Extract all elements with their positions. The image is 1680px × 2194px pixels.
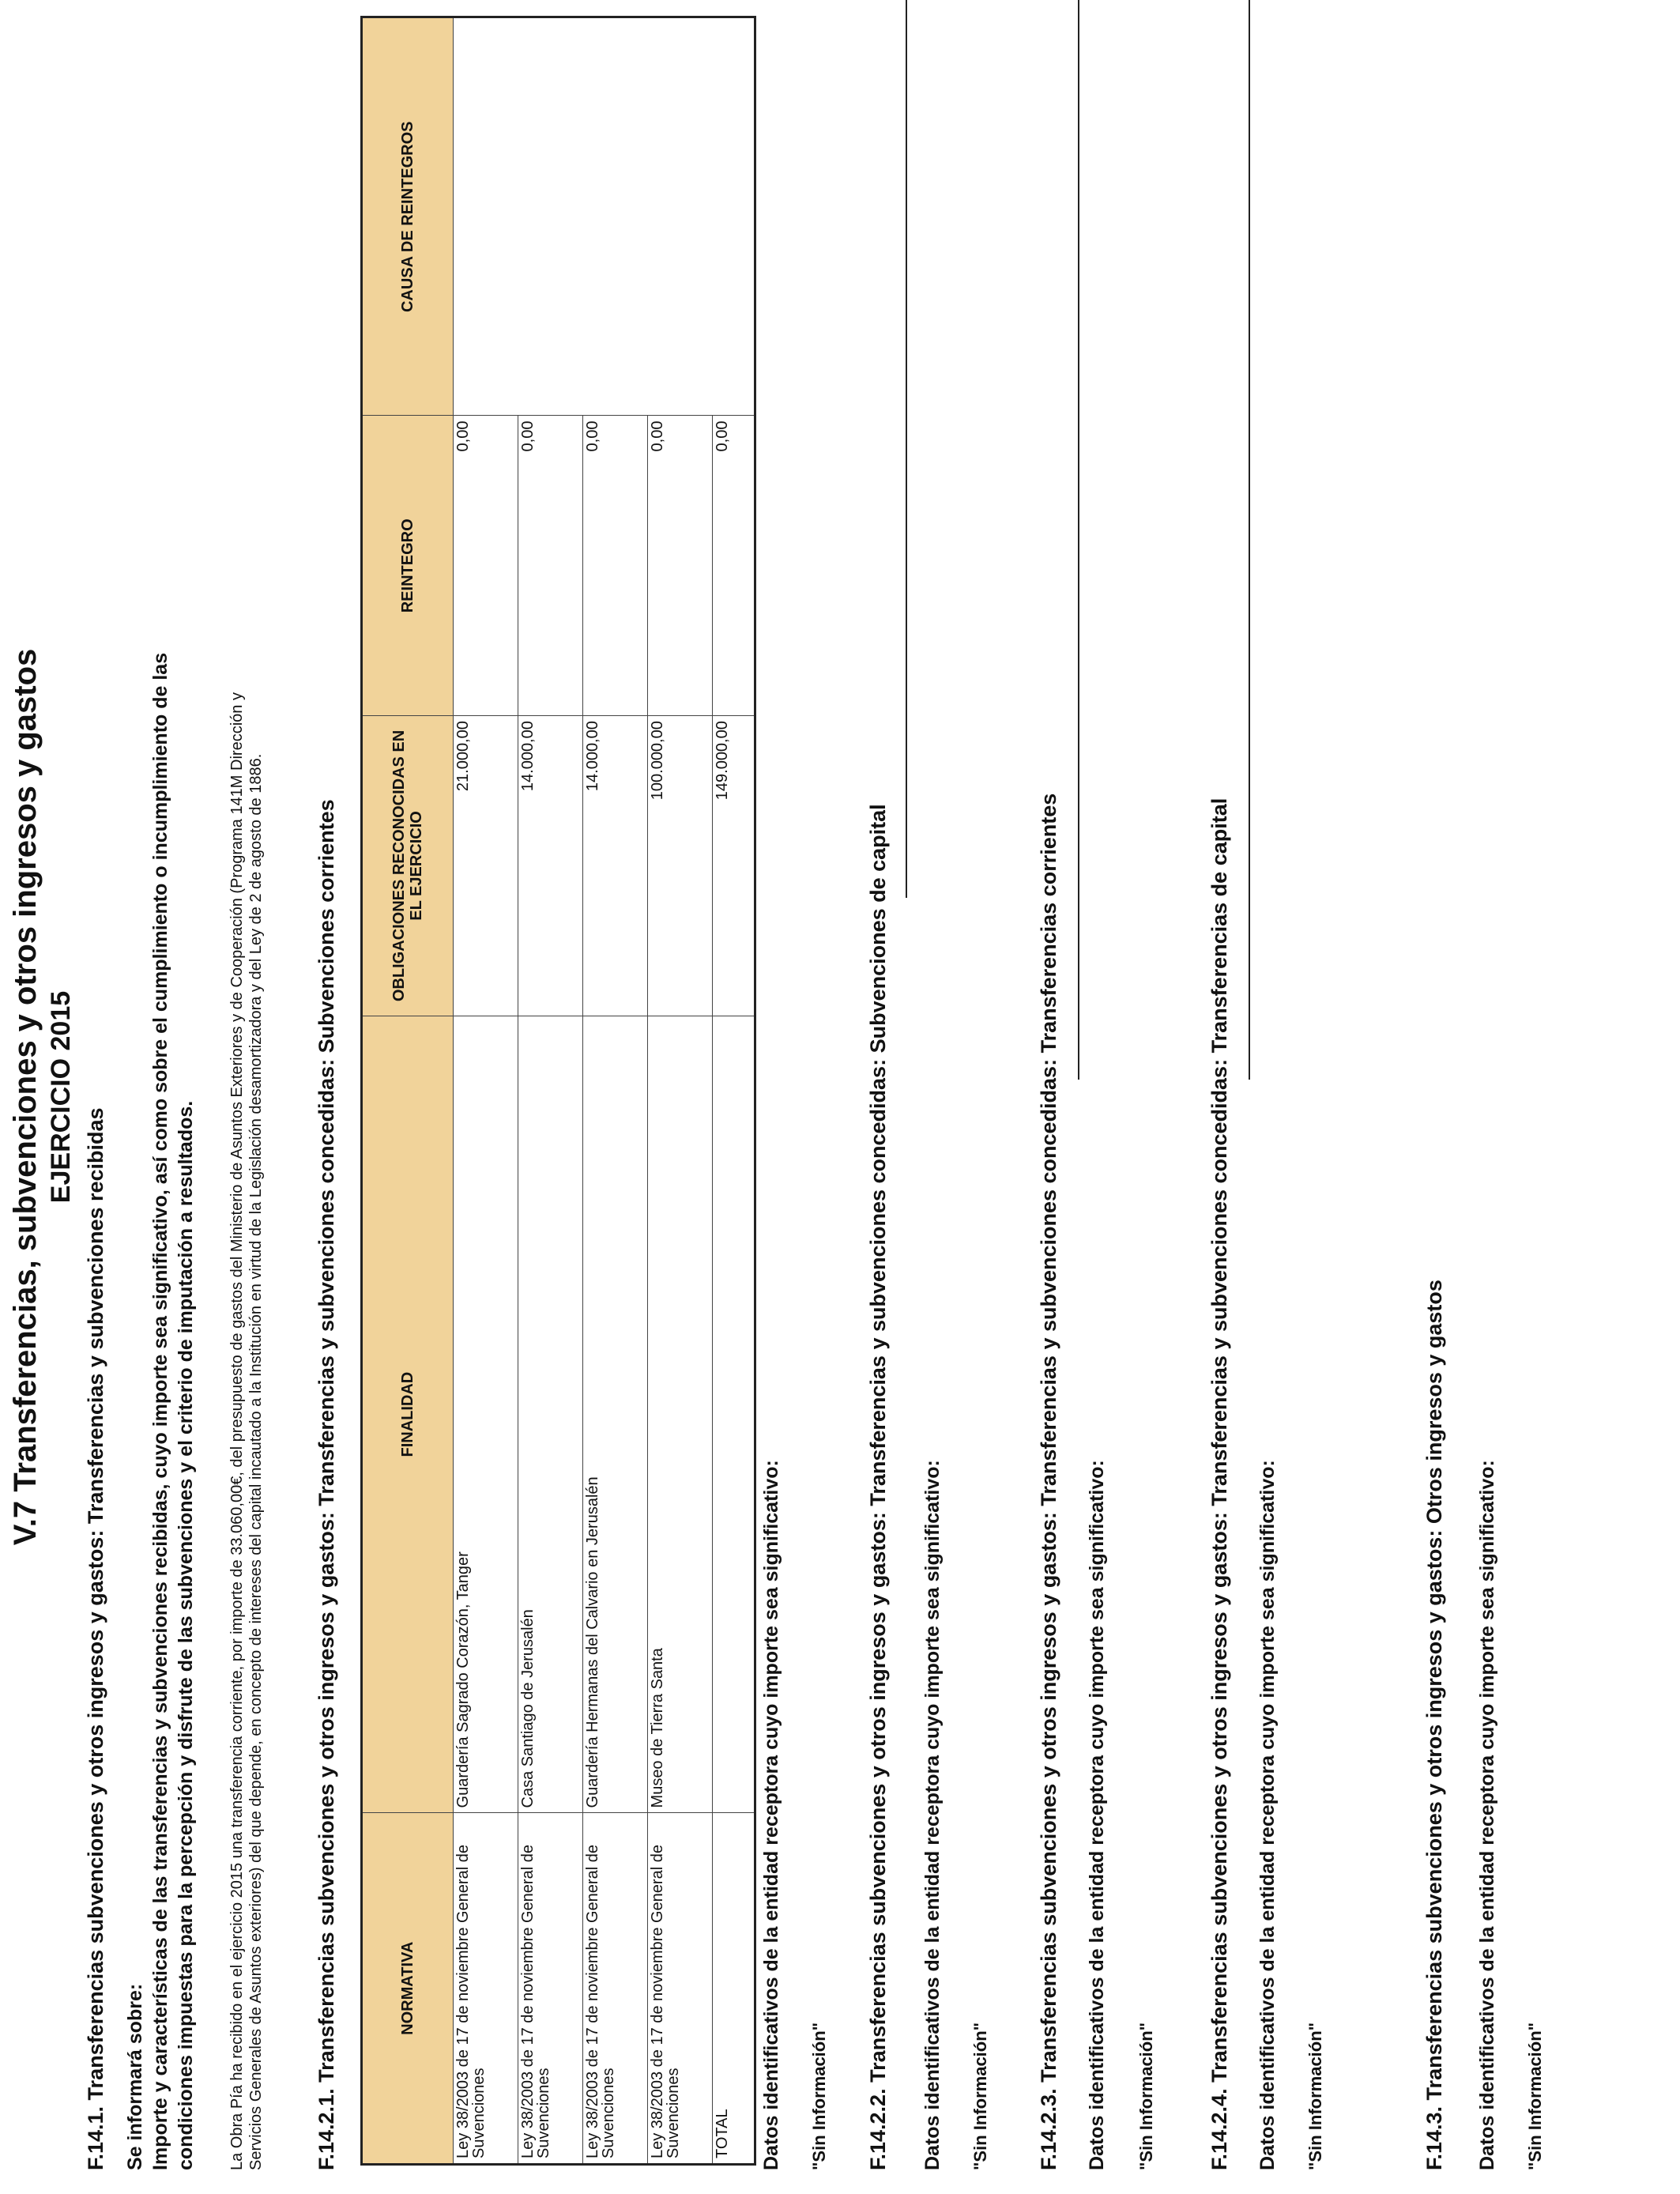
- intro-line-1: Importe y características de las transferencias y subvenciones recibidas, cuyo importe sea significativo, así como sobre el cumplimiento o incumplimiento de las: [149, 652, 171, 2170]
- sin-info-4: "Sin Información": [1305, 2022, 1325, 2170]
- datos-label-5: Datos identificativos de la entidad receptora cuyo importe sea significativo:: [1476, 1460, 1498, 2170]
- cell-normativa: Ley 38/2003 de 17 de noviembre General de Suvenciones: [454, 1813, 518, 2165]
- subvenciones-table: [360, 16, 756, 2166]
- datos-label-3: Datos identificativos de la entidad receptora cuyo importe sea significativo:: [1086, 1460, 1108, 2170]
- section-f1424-title: F.14.2.4. Transferencias subvenciones y otros ingresos y gastos: Transferencias y subvenciones concedidas: Transferencias de capital: [1207, 797, 1231, 2170]
- cell-finalidad: Guardería Hermanas del Calvario en Jerusalén: [583, 1016, 648, 1813]
- header-reintegro: REINTEGRO: [362, 416, 454, 716]
- section-f1423-title: F.14.2.3. Transferencias subvenciones y otros ingresos y gastos: Transferencias y subvenciones concedidas: Transferencias corrientes: [1037, 793, 1060, 2170]
- cell-finalidad: Museo de Tierra Santa: [648, 1016, 713, 1813]
- cell-obligaciones: 100.000,00: [648, 716, 713, 1016]
- cell-causa: [454, 17, 755, 417]
- cell-total-label: TOTAL: [713, 1813, 755, 2165]
- datos-label-4: Datos identificativos de la entidad receptora cuyo importe sea significativo:: [1256, 1460, 1279, 2170]
- header-obligaciones: OBLIGACIONES RECONOCIDAS EN EL EJERCICIO: [362, 716, 454, 1016]
- cell-reintegro: 0,00: [454, 416, 518, 716]
- section-f1422-title: F.14.2.2. Transferencias subvenciones y otros ingresos y gastos: Transferencias y subvenciones concedidas: Subvenciones de capital: [866, 804, 890, 2170]
- cell-total-obligaciones: 149.000,00: [713, 716, 755, 1016]
- cell-reintegro: 0,00: [518, 416, 583, 716]
- page-title: V.7 Transferencias, subvenciones y otros ingresos y gastos: [8, 648, 43, 1546]
- datos-label-1: Datos identificativos de la entidad receptora cuyo importe sea significativo:: [760, 1460, 782, 2170]
- cell-total-finalidad: [713, 1016, 755, 1813]
- section-f143-title: F.14.3. Transferencias subvenciones y otros ingresos y gastos: Otros ingresos y gastos: [1422, 1280, 1446, 2170]
- informara-label: Se informará sobre:: [124, 1983, 146, 2170]
- intro-line-2: condiciones impuestas para la percepción y disfrute de las subvenciones y el criterio de imputación a resultados.: [175, 1100, 197, 2170]
- header-causa: CAUSA DE REINTEGROS: [362, 17, 454, 417]
- section-rule-2: [906, 0, 907, 898]
- cell-normativa: Ley 38/2003 de 17 de noviembre General de Suvenciones: [648, 1813, 713, 2165]
- header-finalidad: FINALIDAD: [362, 1016, 454, 1813]
- cell-obligaciones: 14.000,00: [518, 716, 583, 1016]
- datos-label-2: Datos identificativos de la entidad receptora cuyo importe sea significativo:: [921, 1460, 944, 2170]
- paragraph-line-2: Servicios Generales de Asuntos exteriores) del que depende, en concepto de intereses del capital incautado a la Institución en virtud de la Legislación desamortizadora y del Ley de 2 de agosto de 1886.: [247, 753, 265, 2170]
- section-rule-4: [1249, 0, 1250, 1080]
- paragraph-line-1: La Obra Pía ha recibido en el ejercicio 2015 una transferencia corriente, por importe de 33.060,00€, del presupuesto de gastos del Ministerio de Asuntos Exteriores y de Cooperación (Programa 141M Dirección y: [228, 692, 246, 2170]
- cell-obligaciones: 21.000,00: [454, 716, 518, 1016]
- sin-info-1: "Sin Información": [809, 2022, 829, 2170]
- cell-reintegro: 0,00: [648, 416, 713, 716]
- cell-finalidad: Guardería Sagrado Corazón, Tanger: [454, 1016, 518, 1813]
- sin-info-5: "Sin Información": [1525, 2022, 1545, 2170]
- section-f1421-title: F.14.2.1. Transferencias subvenciones y otros ingresos y gastos: Transferencias y subvenciones concedidas: Subvenciones corrientes: [315, 799, 338, 2170]
- cell-total-reintegro: 0,00: [713, 416, 755, 716]
- section-f141-title: F.14.1. Transferencias subvenciones y otros ingresos y gastos: Transferencias y subvenciones recibidas: [84, 1107, 107, 2170]
- header-normativa: NORMATIVA: [362, 1813, 454, 2165]
- sin-info-3: "Sin Información": [1136, 2022, 1156, 2170]
- section-rule-3: [1078, 0, 1079, 1080]
- cell-finalidad: Casa Santiago de Jerusalén: [518, 1016, 583, 1813]
- cell-normativa: Ley 38/2003 de 17 de noviembre General de Suvenciones: [518, 1813, 583, 2165]
- cell-reintegro: 0,00: [583, 416, 648, 716]
- cell-obligaciones: 14.000,00: [583, 716, 648, 1016]
- sin-info-2: "Sin Información": [970, 2022, 990, 2170]
- table-row: [454, 17, 518, 2165]
- page-subtitle: EJERCICIO 2015: [46, 990, 76, 1204]
- cell-normativa: Ley 38/2003 de 17 de noviembre General de Suvenciones: [583, 1813, 648, 2165]
